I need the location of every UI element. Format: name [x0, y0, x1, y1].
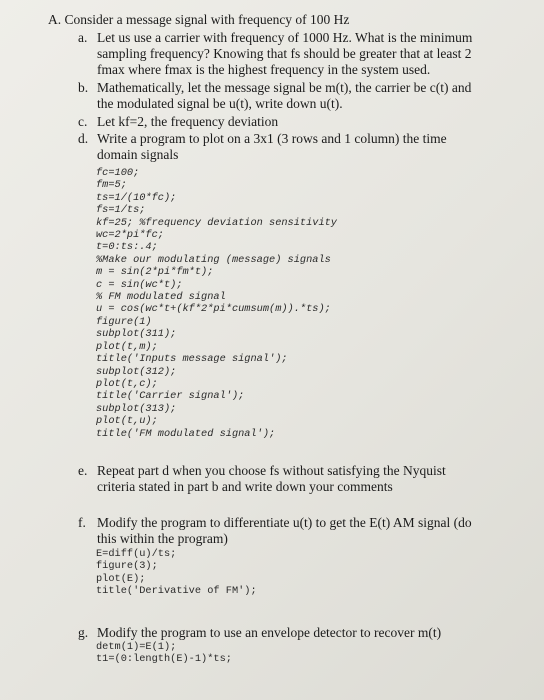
- part-d: [78, 131, 528, 163]
- code-line: E=diff(u)/ts;: [96, 548, 177, 560]
- code-line: c = sin(wc*t);: [96, 278, 183, 291]
- code-line: plot(E);: [96, 572, 146, 585]
- part-g: [78, 625, 528, 641]
- code-line: %Make our modulating (message) signals: [96, 253, 331, 266]
- code-line: plot(t,m);: [96, 340, 158, 353]
- code-block-part-f: [96, 548, 257, 598]
- part-e-letter: e.: [78, 463, 88, 478]
- code-line: fs=1/ts;: [96, 204, 146, 217]
- code-line: figure(3);: [96, 560, 158, 573]
- code-line: fc=100;: [96, 167, 140, 179]
- code-line: t1=(0:length(E)-1)*ts;: [96, 653, 232, 666]
- part-e: [78, 463, 528, 495]
- code-line: subplot(312);: [96, 365, 177, 378]
- part-a-letter: a.: [78, 30, 88, 45]
- code-line: m = sin(2*pi*fm*t);: [96, 266, 214, 279]
- code-line: fm=5;: [96, 179, 127, 192]
- part-e-text: Repeat part d when you choose fs without satisfying the Nyquist criteria stated in part b and write down your comments: [97, 463, 446, 494]
- question-title: A. Consider a message signal with frequency of 100 Hz: [48, 12, 350, 27]
- code-line: title('Inputs message signal');: [96, 353, 288, 366]
- part-b-letter: b.: [78, 80, 89, 95]
- code-line: subplot(311);: [96, 328, 177, 341]
- code-line: t=0:ts:.4;: [96, 241, 158, 254]
- part-g-text: Modify the program to use an envelope detector to recover m(t): [97, 625, 442, 640]
- part-f: [78, 515, 528, 547]
- part-b-text: Mathematically, let the message signal be m(t), the carrier be c(t) and the modulated signal be u(t), write down u(t).: [97, 80, 472, 111]
- code-line: title('FM modulated signal');: [96, 427, 276, 440]
- part-f-text: Modify the program to differentiate u(t) to get the E(t) AM signal (do this within the program): [97, 515, 472, 546]
- part-c-letter: c.: [78, 114, 88, 129]
- code-line: kf=25; %frequency deviation sensitivity: [96, 216, 337, 229]
- part-c-text: Let kf=2, the frequency deviation: [97, 114, 279, 129]
- code-line: ts=1/(10*fc);: [96, 191, 177, 204]
- code-line: plot(t,u);: [96, 415, 158, 428]
- code-line: u = cos(wc*t+(kf*2*pi*cumsum(m)).*ts);: [96, 303, 331, 316]
- part-d-text: Write a program to plot on a 3x1 (3 rows and 1 column) the time domain signals: [97, 131, 447, 162]
- code-line: figure(1): [96, 315, 152, 328]
- code-line: detm(1)=E(1);: [96, 641, 177, 653]
- code-line: subplot(313);: [96, 402, 177, 415]
- code-block-part-d: [96, 167, 337, 440]
- code-line: wc=2*pi*fc;: [96, 229, 164, 242]
- code-line: plot(t,c);: [96, 377, 158, 390]
- part-g-letter: g.: [78, 625, 89, 640]
- part-f-letter: f.: [78, 515, 86, 530]
- code-line: title('Derivative of FM');: [96, 585, 257, 598]
- code-line: title('Carrier signal');: [96, 390, 245, 403]
- code-block-part-g: [96, 641, 232, 666]
- part-b: [78, 80, 528, 112]
- part-d-letter: d.: [78, 131, 89, 146]
- part-a-text: Let us use a carrier with frequency of 1000 Hz. What is the minimum sampling frequency? Knowing that fs should be greater that at least 2 fmax where fmax is the highest frequency in the system used.: [97, 30, 473, 77]
- part-a: [78, 30, 528, 77]
- code-line: % FM modulated signal: [96, 291, 226, 304]
- part-c: [78, 114, 528, 130]
